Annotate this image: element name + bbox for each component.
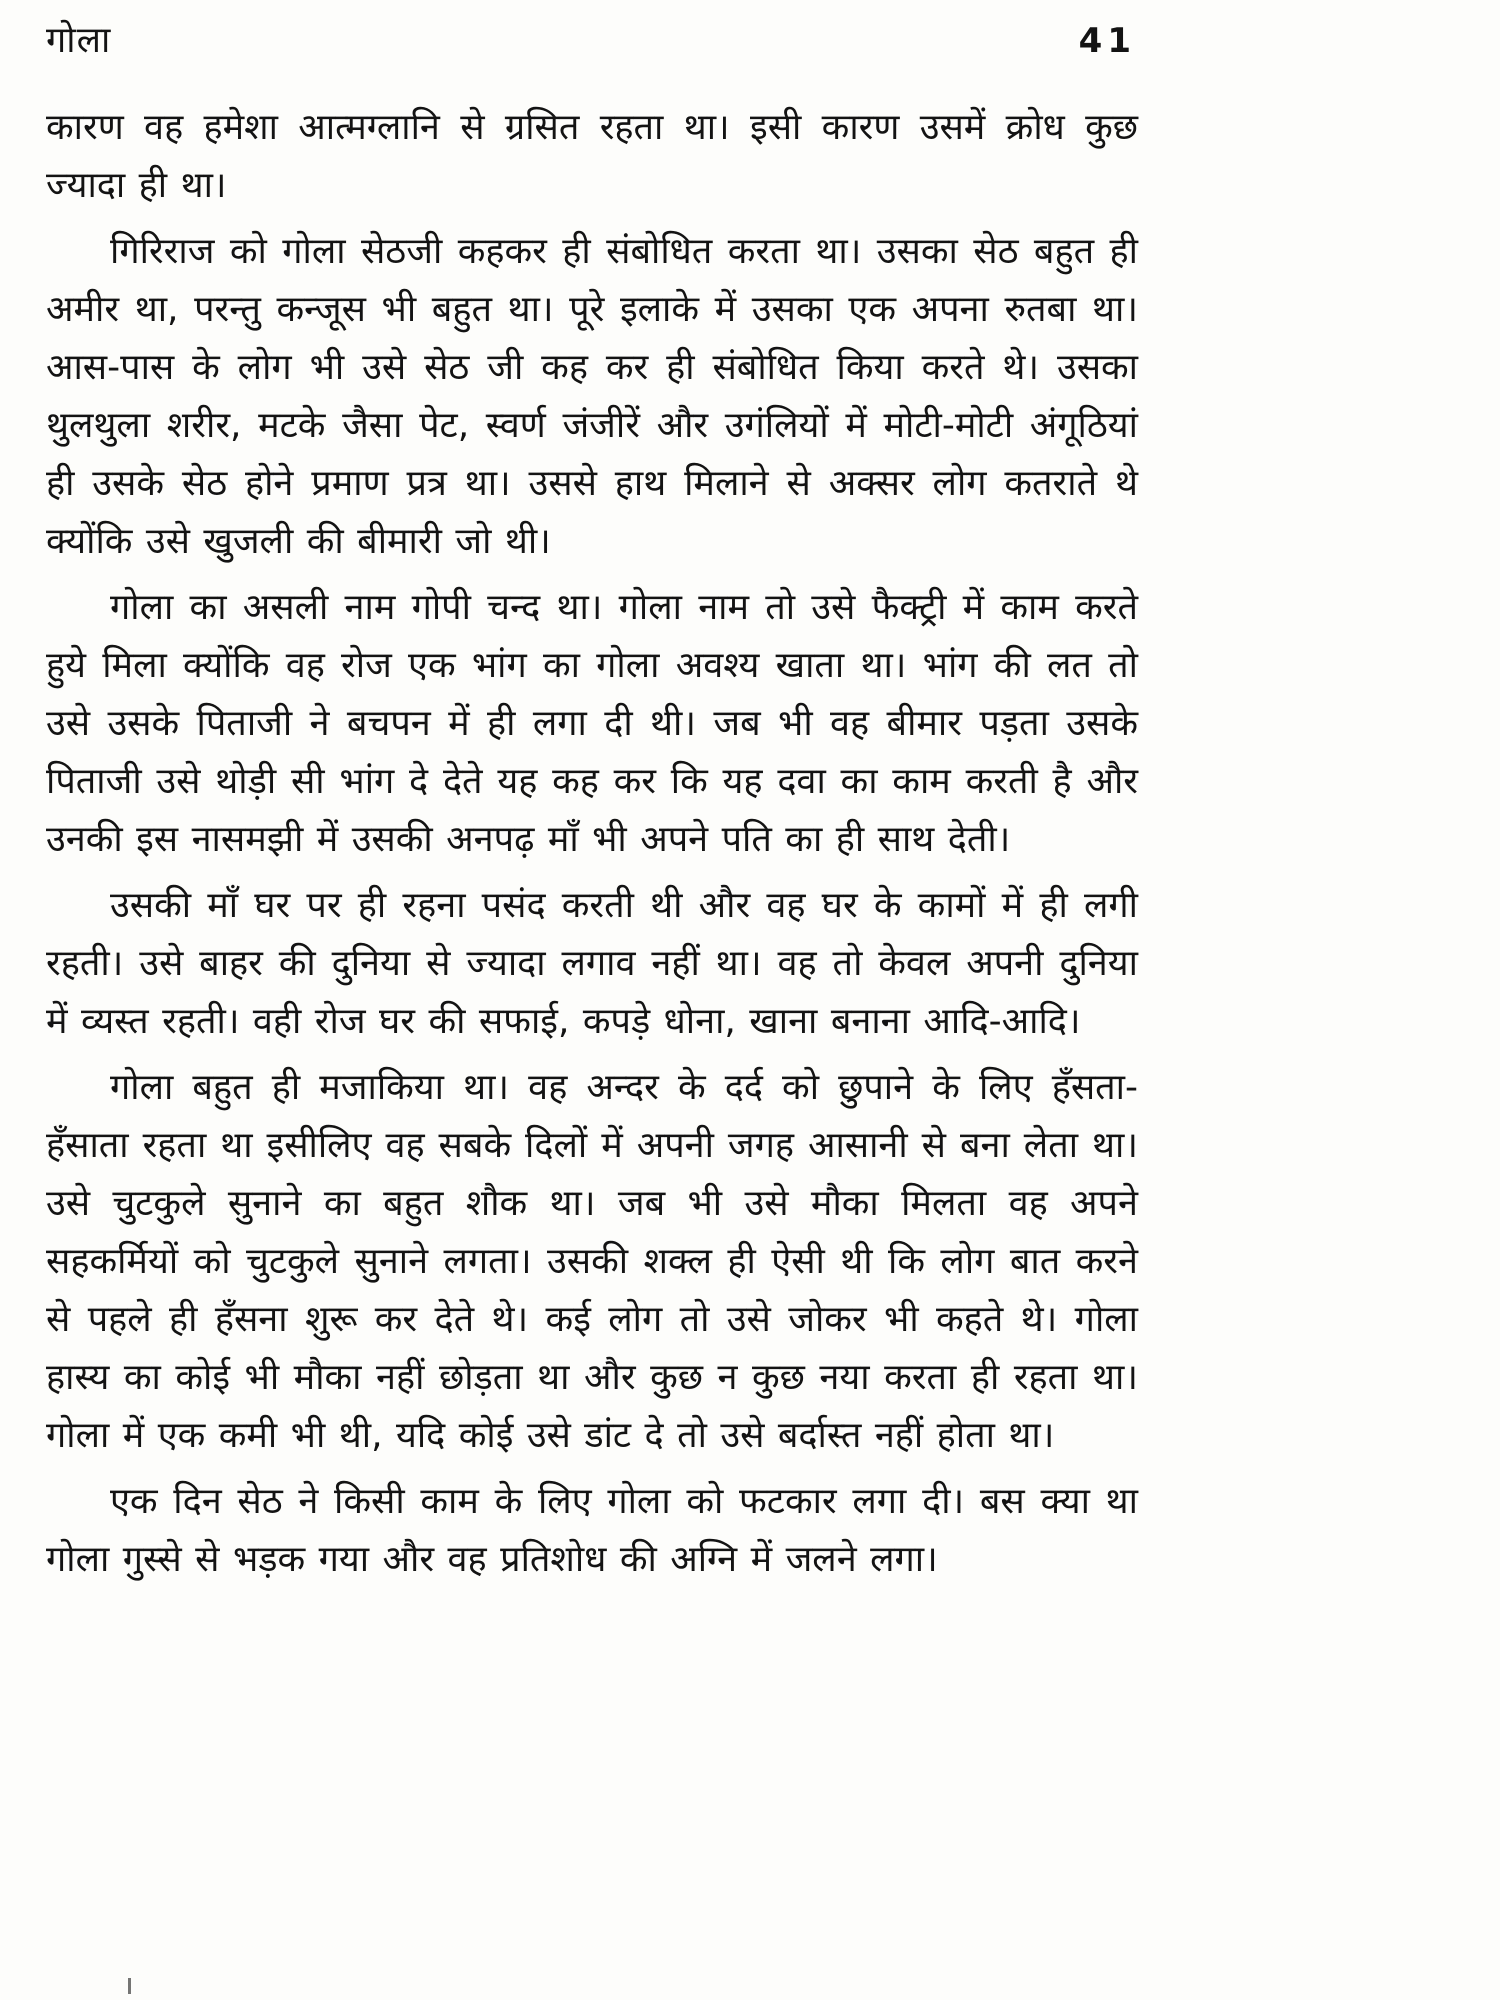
- paragraph: उसकी माँ घर पर ही रहना पसंद करती थी और वह घर के कामों में ही लगी रहती। उसे बाहर की दुनिया से ज्यादा लगाव नहीं था। वह तो केवल अपनी दुनिया में व्यस्त रहती। वही रोज घर की सफाई, कपड़े धोना, खाना बनाना आदि-आदि।: [46, 885, 1138, 1042]
- paragraph: गोला का असली नाम गोपी चन्द था। गोला नाम तो उसे फैक्ट्री में काम करते हुये मिला क्योंकि वह रोज एक भांग का गोला अवश्य खाता था। भांग की लत तो उसे उसके पिताजी ने बचपन में ही लगा दी थी। जब भी वह बीमार पड़ता उसके पिताजी उसे थोड़ी सी भांग दे देते यह कह कर कि यह दवा का काम करती है और उनकी इस नासमझी में उसकी अनपढ़ माँ भी अपने पति का ही साथ देती।: [46, 587, 1138, 860]
- page: [46, 14, 1138, 1589]
- scan-artifact: [128, 1978, 131, 1994]
- paragraph: गिरिराज को गोला सेठजी कहकर ही संबोधित करता था। उसका सेठ बहुत ही अमीर था, परन्तु कन्जूस भी बहुत था। पूरे इलाके में उसका एक अपना रुतबा था। आस-पास के लोग भी उसे सेठ जी कह कर ही संबोधित किया करते थे। उसका थुलथुला शरीर, मटके जैसा पेट, स्वर्ण जंजीरें और उगंलियों में मोटी-मोटी अंगूठियां ही उसके सेठ होने प्रमाण प्रत्र था। उससे हाथ मिलाने से अक्सर लोग कतराते थे क्योंकि उसे खुजली की बीमारी जो थी।: [46, 231, 1138, 562]
- paragraph: गोला बहुत ही मजाकिया था। वह अन्दर के दर्द को छुपाने के लिए हँसता-हँसाता रहता था इसीलिए वह सबके दिलों में अपनी जगह आसानी से बना लेता था। उसे चुटकुले सुनाने का बहुत शौक था। जब भी उसे मौका मिलता वह अपने सहकर्मियों को चुटकुले सुनाने लगता। उसकी शक्ल ही ऐसी थी कि लोग बात करने से पहले ही हँसना शुरू कर देते थे। कई लोग तो उसे जोकर भी कहते थे। गोला हास्य का कोई भी मौका नहीं छोड़ता था और कुछ न कुछ नया करता ही रहता था। गोला में एक कमी भी थी, यदि कोई उसे डांट दे तो उसे बर्दास्त नहीं होता था।: [46, 1067, 1138, 1456]
- body-text: [46, 99, 1138, 1589]
- paragraph: एक दिन सेठ ने किसी काम के लिए गोला को फटकार लगा दी। बस क्या था गोला गुस्से से भड़क गया और वह प्रतिशोध की अग्नि में जलने लगा।: [46, 1481, 1138, 1580]
- page-title: गोला: [46, 20, 112, 61]
- page-number: 41: [1078, 21, 1136, 61]
- page-header: [46, 14, 1138, 63]
- paragraph: कारण वह हमेशा आत्मग्लानि से ग्रसित रहता था। इसी कारण उसमें क्रोध कुछ ज्यादा ही था।: [46, 107, 1138, 206]
